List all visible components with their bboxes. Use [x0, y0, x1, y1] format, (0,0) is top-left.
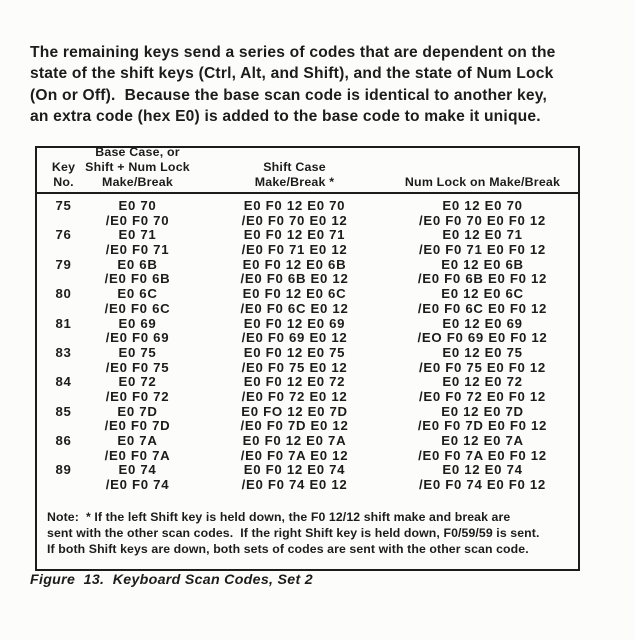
num-lock-code-cell: E0 12 E0 74 [442, 462, 523, 478]
shift-case-code-cell: E0 F0 12 E0 74 [243, 462, 346, 478]
key-no-cell [55, 214, 71, 229]
base-case-code-cell: E0 69 [118, 315, 157, 331]
base-case-code-cell: E0 7D [117, 403, 158, 419]
shift-case-code-cell: E0 F0 12 E0 72 [243, 374, 346, 390]
base-case-code-cell: E0 72 [118, 374, 157, 390]
shift-case-code-cell: /E0 F0 6C E0 12 [240, 300, 349, 316]
col-header-shift-case [255, 160, 335, 190]
num-lock-code-cell: E0 12 E0 7A [441, 433, 524, 448]
key-no-cell [55, 243, 71, 258]
num-lock-code-cell: /E0 F0 71 E0 F0 12 [419, 242, 546, 258]
header-line: Shift Case [263, 160, 326, 174]
key-no-cell: 76 [55, 227, 72, 243]
shift-case-code-cell: E0 F0 12 E0 6B [242, 256, 347, 272]
scan-code-table [35, 146, 580, 571]
shift-case-code-cell: /E0 F0 69 E0 12 [241, 330, 348, 346]
intro-line: an extra code (hex E0) is added to the base code to make it unique. [30, 108, 541, 126]
base-case-code-cell: /E0 F0 75 [105, 359, 170, 375]
header-divider [37, 192, 578, 194]
base-case-code-cell: /E0 F0 70 [105, 212, 170, 228]
num-lock-code-cell: /E0 F0 7D E0 F0 12 [417, 418, 548, 434]
shift-case-code-cell: E0 F0 12 E0 6C [242, 286, 347, 302]
key-no-cell: 79 [55, 256, 72, 272]
key-no-cell [55, 449, 71, 464]
key-no-cell: 89 [55, 462, 72, 478]
num-lock-code-cell: E0 12 E0 6B [441, 256, 524, 272]
shift-case-code-cell: /E0 F0 71 E0 12 [241, 242, 348, 258]
num-lock-code-cell: /E0 F0 74 E0 F0 12 [419, 477, 546, 493]
base-case-code-cell: E0 71 [118, 227, 157, 243]
key-no-cell: 84 [55, 374, 72, 390]
key-no-cell [55, 331, 71, 346]
note-line: If both Shift keys are down, both sets of codes are sent with the other scan code. [47, 541, 529, 556]
header-line: Make/Break [102, 175, 173, 189]
base-case-code-cell: /E0 F0 6B [104, 271, 171, 287]
header-line: Make/Break * [254, 175, 335, 189]
base-case-code-cell: /E0 F0 6C [104, 300, 171, 316]
col-header-num-lock [405, 175, 560, 190]
shift-column [241, 199, 349, 493]
base-case-code-cell: /E0 F0 71 [105, 242, 170, 258]
key-no-cell [55, 390, 71, 405]
table-header-row [37, 145, 578, 192]
num-lock-code-cell: /EO F0 69 E0 F0 12 [417, 330, 548, 346]
shift-case-code-cell: E0 F0 12 E0 71 [243, 227, 346, 243]
num-lock-code-cell: /E0 F0 70 E0 F0 12 [419, 212, 546, 228]
base-case-code-cell: E0 70 [118, 198, 157, 213]
num-lock-code-cell: /E0 F0 72 E0 F0 12 [419, 388, 546, 404]
intro-line: state of the shift keys (Ctrl, Alt, and Shift), and the state of Num Lock [30, 65, 554, 83]
shift-case-code-cell: /E0 F0 74 E0 12 [241, 477, 348, 493]
num-lock-code-cell: /E0 F0 6C E0 F0 12 [417, 300, 548, 316]
base-case-code-cell: E0 6C [117, 286, 158, 302]
shift-case-code-cell: /E0 F0 6B E0 12 [240, 271, 349, 287]
base-case-code-cell: /E0 F0 7D [104, 418, 171, 434]
num-lock-code-cell: E0 12 E0 69 [442, 315, 523, 331]
num-lock-code-cell: E0 12 E0 7D [441, 403, 524, 419]
num-lock-code-cell: E0 12 E0 72 [442, 374, 523, 390]
key-no-cell [55, 419, 71, 434]
header-line: Base Case, or [95, 145, 180, 159]
base-case-code-cell: E0 7A [117, 433, 158, 448]
key-no-cell [55, 361, 71, 376]
header-line: Shift + Num Lock [85, 160, 190, 174]
figure-caption: Figure 13. Keyboard Scan Codes, Set 2 [30, 572, 313, 588]
shift-case-code-cell: E0 F0 12 E0 75 [243, 344, 346, 360]
numlock-column [418, 199, 548, 493]
shift-case-code-cell: /E0 F0 75 E0 12 [241, 359, 348, 375]
intro-line: (On or Off). Because the base scan code is identical to another key, [30, 86, 547, 104]
key-no-cell: 85 [55, 403, 72, 419]
base-case-code-cell: E0 74 [118, 462, 157, 478]
key-no-cell: 81 [55, 315, 72, 331]
num-lock-code-cell: /E0 F0 75 E0 F0 12 [419, 359, 546, 375]
num-lock-code-cell: E0 12 E0 6C [441, 286, 524, 302]
note-line: sent with the other scan codes. If the right Shift key is held down, F0/59/59 is sent. [47, 525, 540, 540]
key-no-cell [55, 272, 71, 287]
key-no-cell [55, 302, 71, 317]
shift-case-code-cell: E0 F0 12 E0 70 [243, 198, 346, 213]
note-label: Note: [47, 510, 86, 524]
shift-case-code-cell: /E0 F0 72 E0 12 [241, 388, 348, 404]
shift-case-code-cell: E0 FO 12 E0 7D [241, 403, 348, 419]
intro-paragraph [30, 42, 556, 128]
key-no-cell: 86 [55, 433, 72, 448]
shift-case-code-cell: E0 F0 12 E0 69 [243, 315, 346, 331]
header-line: Num Lock on Make/Break [404, 175, 561, 189]
base-case-code-cell: /E0 F0 74 [105, 477, 170, 493]
base-case-code-cell: /E0 F0 72 [105, 388, 170, 404]
base-case-code-cell: /E0 F0 69 [105, 330, 170, 346]
shift-case-code-cell: /E0 F0 7D E0 12 [240, 418, 349, 434]
base-column [105, 199, 171, 493]
shift-case-code-cell: /E0 F0 70 E0 12 [241, 212, 348, 228]
num-lock-code-cell: E0 12 E0 75 [442, 344, 523, 360]
note-line: Note: * If the left Shift key is held down, the F0 12/12 shift make and break are [47, 510, 511, 524]
base-case-code-cell: /E0 F0 7A [104, 447, 171, 463]
num-lock-code-cell: E0 12 E0 70 [442, 198, 523, 213]
shift-case-code-cell: E0 F0 12 E0 7A [242, 433, 347, 448]
table-note [47, 510, 539, 557]
base-case-code-cell: E0 6B [117, 256, 158, 272]
intro-line: The remaining keys send a series of codes that are dependent on the [30, 44, 556, 61]
key-column [55, 199, 71, 493]
key-no-cell: 75 [55, 198, 72, 213]
num-lock-code-cell: /E0 F0 6B E0 F0 12 [417, 271, 548, 287]
num-lock-code-cell: /E0 F0 7A E0 F0 12 [418, 447, 547, 463]
header-line: Key [51, 160, 76, 174]
shift-case-code-cell: /E0 F0 7A E0 12 [240, 447, 349, 463]
key-no-cell: 83 [55, 344, 72, 360]
col-header-key-no [52, 160, 75, 190]
key-no-cell: 80 [55, 286, 72, 302]
base-case-code-cell: E0 75 [118, 344, 157, 360]
key-no-cell [55, 478, 71, 493]
col-header-base-case [85, 145, 190, 190]
num-lock-code-cell: E0 12 E0 71 [442, 227, 523, 243]
header-line: No. [53, 175, 74, 189]
